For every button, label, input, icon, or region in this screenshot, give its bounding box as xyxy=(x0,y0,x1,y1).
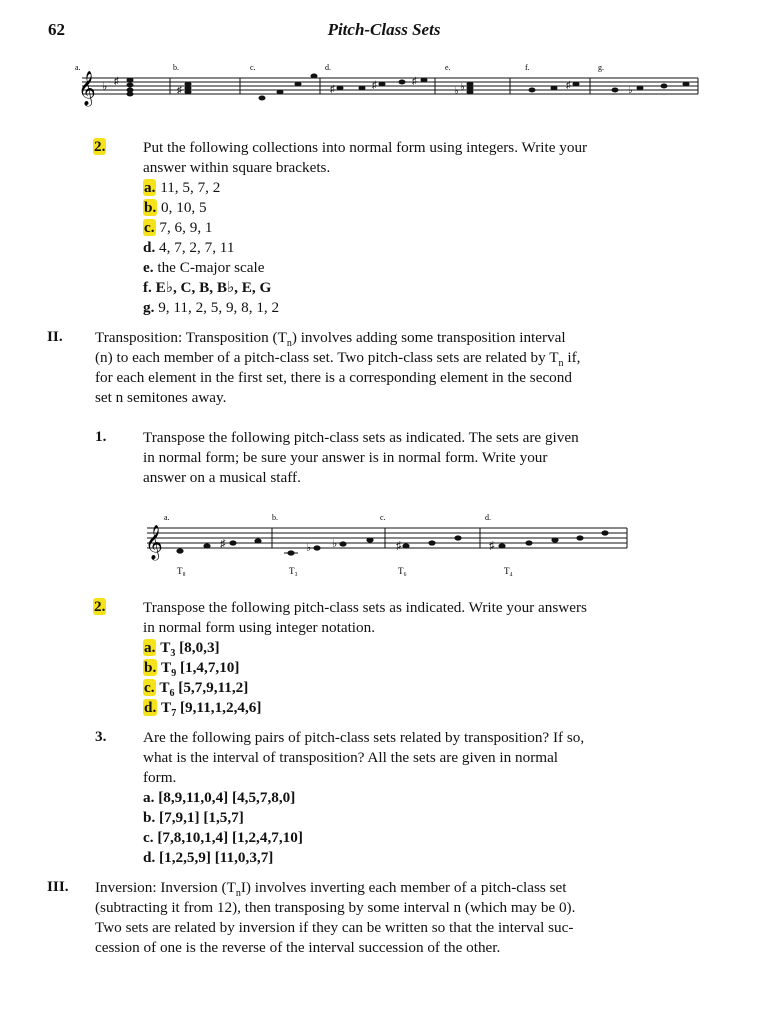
list-item: d. [1,2,5,9] [11,0,3,7] xyxy=(143,849,274,866)
exercise-2-number: 2. xyxy=(94,138,106,155)
list-item: c. 7, 6, 9, 1 xyxy=(144,219,213,236)
exercise-ii-3-line-3: form. xyxy=(143,769,177,786)
svg-text:♯: ♯ xyxy=(372,80,377,91)
exercise-ii-2-number: 2. xyxy=(94,598,106,615)
staff1-label-b: b. xyxy=(173,63,179,72)
list-item: a. 11, 5, 7, 2 xyxy=(144,179,221,196)
t3-label: T₃ xyxy=(289,566,298,576)
exercise-ii-1-line-2: in normal form; be sure your answer is in normal form. Write your xyxy=(143,449,548,466)
list-item: a. [8,9,11,0,4] [4,5,7,8,0] xyxy=(143,789,296,806)
staff2-label-c: c. xyxy=(380,513,386,522)
svg-text:♯: ♯ xyxy=(566,80,571,91)
exercise-ii-1-number: 1. xyxy=(95,428,107,445)
svg-text:♯: ♯ xyxy=(396,540,402,552)
sharp-icon: ♯ xyxy=(114,76,119,87)
exercise-2-line-1: Put the following collections into normal form using integers. Write your xyxy=(143,139,588,156)
list-item: d. $T_7$ [9,11,1,2,4,6] xyxy=(144,699,262,720)
section-ii-line-2: (n) to each member of a pitch-class set. Two pitch-class sets are related by $T_n$ if, xyxy=(95,349,581,370)
svg-text:♭: ♭ xyxy=(306,542,312,554)
t4-label: T₄ xyxy=(504,566,513,576)
section-iii-numeral: III. xyxy=(47,878,69,895)
page-number: 62 xyxy=(48,20,65,39)
exercise-ii-1-line-1: Transpose the following pitch-class sets as indicated. The sets are given xyxy=(143,429,579,446)
staff2-label-a: a. xyxy=(164,513,170,522)
staff1-label-f: f. xyxy=(525,63,530,72)
svg-text:♯: ♯ xyxy=(330,84,335,95)
music-staff-1 xyxy=(70,60,710,110)
svg-text:♭: ♭ xyxy=(454,86,459,97)
list-item: g. 9, 11, 2, 5, 9, 8, 1, 2 xyxy=(143,299,280,316)
music-staff-2 xyxy=(142,510,632,580)
staff2-label-b: b. xyxy=(272,513,278,522)
section-ii-numeral: II. xyxy=(47,328,63,345)
list-item: f. E♭, C, B, B♭, E, G xyxy=(143,279,272,296)
list-item: b. 0, 10, 5 xyxy=(144,199,207,216)
section-iii-line-3: Two sets are related by inversion if they can be written so that the interval suc- xyxy=(95,919,574,936)
exercise-ii-3-line-1: Are the following pairs of pitch-class sets related by transposition? If so, xyxy=(143,729,585,746)
exercise-ii-3-number: 3. xyxy=(95,728,107,745)
list-item: b. $T_9$ [1,4,7,10] xyxy=(144,659,240,680)
section-ii-line-3: for each element in the first set, there is a corresponding element in the second xyxy=(95,369,572,386)
section-iii-line-1: Inversion: Inversion $(T_nI)$ involves inverting each member of a pitch-class set xyxy=(95,879,567,900)
section-iii-line-4: cession of one is the reverse of the interval succession of the other. xyxy=(95,939,501,956)
list-item: d. 4, 7, 2, 7, 11 xyxy=(143,239,235,256)
svg-text:♯: ♯ xyxy=(177,85,182,96)
staff1-label-a: a. xyxy=(75,63,81,72)
staff1-label-c: c. xyxy=(250,63,256,72)
staff2-label-d: d. xyxy=(485,513,491,522)
svg-text:♯: ♯ xyxy=(489,540,495,552)
exercise-ii-2-line-1: Transpose the following pitch-class sets as indicated. Write your answers xyxy=(143,599,587,616)
t8-label: T₈ xyxy=(177,566,186,576)
list-item: a. $T_3$ [8,0,3] xyxy=(144,639,220,660)
svg-text:♭: ♭ xyxy=(628,85,633,96)
svg-text:♯: ♯ xyxy=(412,76,417,87)
section-ii-line-1: Transposition: Transposition $(T_n)$ involves adding some transposition interval xyxy=(95,329,566,350)
staff1-label-e: e. xyxy=(445,63,451,72)
list-item: e. the C-major scale xyxy=(143,259,265,276)
staff1-label-g: g. xyxy=(598,63,604,72)
staff1-label-d: d. xyxy=(325,63,331,72)
list-item: b. [7,9,1] [1,5,7] xyxy=(143,809,244,826)
svg-text:♭: ♭ xyxy=(460,82,465,93)
exercise-ii-1-line-3: answer on a musical staff. xyxy=(143,469,301,486)
flat-icon: ♭ xyxy=(102,81,108,93)
exercise-2-line-2: answer within square brackets. xyxy=(143,159,331,176)
list-item: c. [7,8,10,1,4] [1,2,4,7,10] xyxy=(143,829,303,846)
svg-text:♭: ♭ xyxy=(332,538,338,550)
svg-text:♯: ♯ xyxy=(220,538,226,550)
list-item: c. $T_6$ [5,7,9,11,2] xyxy=(144,679,249,700)
section-iii-line-2: (subtracting it from 12), then transposing by some interval n (which may be 0). xyxy=(95,899,576,916)
section-ii-line-4: set n semitones away. xyxy=(95,389,227,406)
page-title: Pitch-Class Sets xyxy=(327,20,441,39)
t6-label: T₆ xyxy=(398,566,407,576)
exercise-ii-3-line-2: what is the interval of transposition? All the sets are given in normal xyxy=(143,749,559,766)
treble-clef-icon: 𝄞 xyxy=(145,526,163,559)
treble-clef-icon: 𝄞 xyxy=(78,72,96,105)
exercise-ii-2-line-2: in normal form using integer notation. xyxy=(143,619,375,636)
